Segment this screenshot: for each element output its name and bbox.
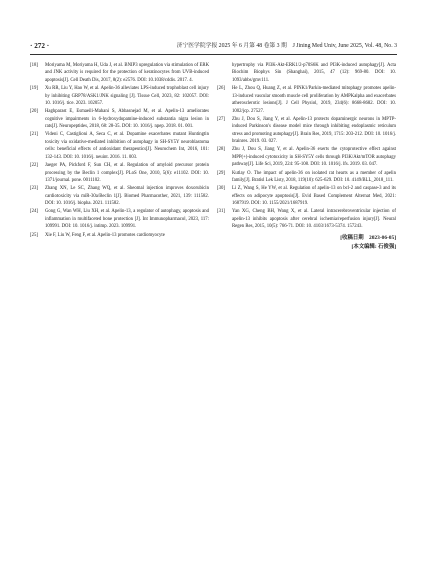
references-left-column: [30, 62, 209, 240]
reference-text: hypertrophy via PI3K-Akt-ERK1/2-p70S6K and PI3K-induced autophagy[J]. Acta Biochim Biophys Sin (Shanghai), 2015, 47 (12): 969-80. DOI: 10. 1093/abbs/gmv111.: [232, 63, 396, 83]
reference-item: [217, 116, 396, 146]
reference-number: [18]: [30, 63, 38, 68]
reference-item: [217, 85, 396, 115]
reference-number: [19]: [30, 86, 38, 92]
header-rule: [30, 54, 397, 55]
reference-item: [30, 208, 209, 230]
reference-item: [217, 185, 396, 207]
reference-text: Haghparast E, Esmaeili-Mahani S, Abbasnejad M, et al. Apelin-13 ameliorates cognitive impairments in 6-hydroxydopamine-induced substantia nigra lesion in rats[J]. Neuropeptides, 2018, 68: 28-35. DOI: 10. 1016/j. npep. 2018. 01. 001.: [45, 109, 209, 130]
reference-item-continued: [217, 62, 396, 84]
reference-text: Kutlay O. The impact of apelin-36 on isolated rat hearts as a member of apelin family[J]. Bratisl Lek Listy, 2018, 119(10): 625-629. DOI: 10. 4149/BLL_2018_111.: [232, 170, 396, 183]
reference-item: [30, 131, 209, 161]
reference-text: Zhu J, Dou S, Jiang Y, et al. Apelin-13 protects dopaminergic neurons in MPTP-induced Parkinson's disease model mice through inhibiting endoplasmic reticulum stress and promoting autophagy[J]. Brain Res, 2019, 1715: 203-212. DOI: 10. 1016/j. brainres. 2019. 03. 027.: [232, 116, 396, 145]
reference-number: [29]: [217, 170, 225, 176]
reference-number: [20]: [30, 109, 38, 115]
reference-text: Yan XG, Cheng BH, Wang X, et al. Lateral intracerebroventricular injection of apelin-13 inhibits apoptosis after cerebral ischemia/reperfusion injury[J]. Neural Regen Res, 2015, 10(5): 766-71. DOI: 10. 4103/1673-5374. 157243.: [232, 209, 396, 230]
reference-number: [21]: [30, 132, 38, 138]
reference-number: [25]: [30, 232, 38, 238]
reference-item: [217, 208, 396, 230]
reference-item: [217, 170, 396, 185]
reference-item: [30, 185, 209, 207]
reference-text: Zhang XN, Le SC, Zhang WQ, et al. Sheomal injection improves doxorubicin cardiotoxicity via miR-30a/Beclin 1[J]. Biomed Pharmacother, 2021, 139: 111582. DOI: 10. 1016/j. biopha. 2021. 111582.: [45, 186, 209, 207]
reference-item: [30, 108, 209, 130]
page-number: · 272 ·: [30, 42, 50, 50]
reference-item: [217, 146, 396, 168]
article-footer: [217, 234, 396, 252]
running-title: 济宁医学院学报 2025 年 6 月第 48 卷第 3 期 J Jining Med Univ, June 2025, Vol. 48, No. 3: [176, 43, 397, 49]
reference-number: [23]: [30, 186, 38, 192]
reference-text: He L, Zhou Q, Huang Z, et al. PINK1/Parkin-mediated mitophagy promotes apelin-13-induced vascular smooth muscle cell proliferation by AMPKalpha and exacerbates atherosclerotic lesions[J]. J Cell Physiol, 2019, 234(6): 8668-8682. DOI: 10. 1002/jcp. 27527.: [232, 86, 396, 114]
reference-number: [31]: [217, 209, 225, 215]
reference-text: Jaeger PA, Pickford F, Sun CH, et al. Regulation of amyloid precursor protein processing by the Beclin 1 complex[J]. PLoS One, 2010, 5(6): e11102. DOI: 10. 1371/journal. pone. 0011102.: [45, 163, 209, 183]
reference-text: Zhu J, Dou S, Jiang Y, et al. Apelin-36 exerts the cytoprotective effect against MPP(+)-induced cytotoxicity in SH-SY5Y cells through PI3K/Akt/mTOR autophagy pathway[J]. Life Sci, 2019, 224: 95-108. DOI: 10. 1016/j. lfs. 2019. 03. 047.: [232, 147, 396, 168]
reference-item: [30, 62, 209, 84]
reference-item: [30, 85, 209, 107]
reference-text: Gong G, Wan WH, Liu XH, et al. Apelin-13, a regulator of autophagy, apoptosis and inflammation in multifaceted bone protection [J]. Int Immunopharmacol, 2023, 117: 109991. DOI: 10. 1016/j. intimp. 2023. 109991.: [45, 209, 209, 230]
page-header: [30, 40, 397, 52]
reference-number: [27]: [217, 116, 225, 122]
reference-number: [26]: [217, 86, 225, 92]
editor-credit: [本文编辑: 石俊强]: [351, 243, 396, 250]
reference-item: [30, 162, 209, 184]
reference-text: Xu RR, Liu Y, Hao W, et al. Apelin-36 alleviates LPS-induced trophoblast cell injury by inhibiting GRP78/ASK1/JNK signaling [J]. Tissue Cell, 2023, 82: 102057. DOI: 10. 1016/j. tice. 2023. 102057.: [45, 86, 209, 107]
reference-number: [22]: [30, 163, 38, 169]
reference-number: [24]: [30, 209, 38, 215]
reference-text: Xie F, Liu W, Feng F, et al. Apelin-13 promotes cardiomyocyte: [45, 232, 165, 238]
reference-text: Videni C, Castiglioni A, Seca C, et al. Dopamine exacerbates mutant Huntingtin toxicity via oxidative-mediated inhibition of autophagy in SH-SY5Y neuroblastoma cells: beneficial effects of antioxidant therapeutics[J]. Neurochem Int, 2016, 101: 132-143. DOI: 10. 1016/j. neuint. 2016. 11. 003.: [45, 132, 209, 160]
reference-number: [28]: [217, 147, 225, 153]
references-right-column: [217, 62, 396, 252]
reference-item: [30, 232, 209, 239]
received-date: [收稿日期 2023-06-05]: [340, 234, 396, 241]
reference-number: [30]: [217, 186, 225, 192]
reference-text: Moriyama M, Moriyama H, Uda J, et al. BNIP3 upregulation via stimulation of ERK and JNK activity is required for the protection of keratinocytes from UVB-induced apoptosis[J]. Cell Death Dis, 2017, 8(2): e2576. DOI: 10.1038/cddis. 2017. 4.: [45, 63, 209, 83]
reference-text: Li Z, Wang S, He YW, et al. Regulation of apelin-13 on bcl-2 and caspase-3 and its effects on adipocyte apoptosis[J]. Evid Based Complement Alternat Med, 2021: 1687919. DOI: 10. 1155/2021/1687919.: [232, 186, 396, 207]
